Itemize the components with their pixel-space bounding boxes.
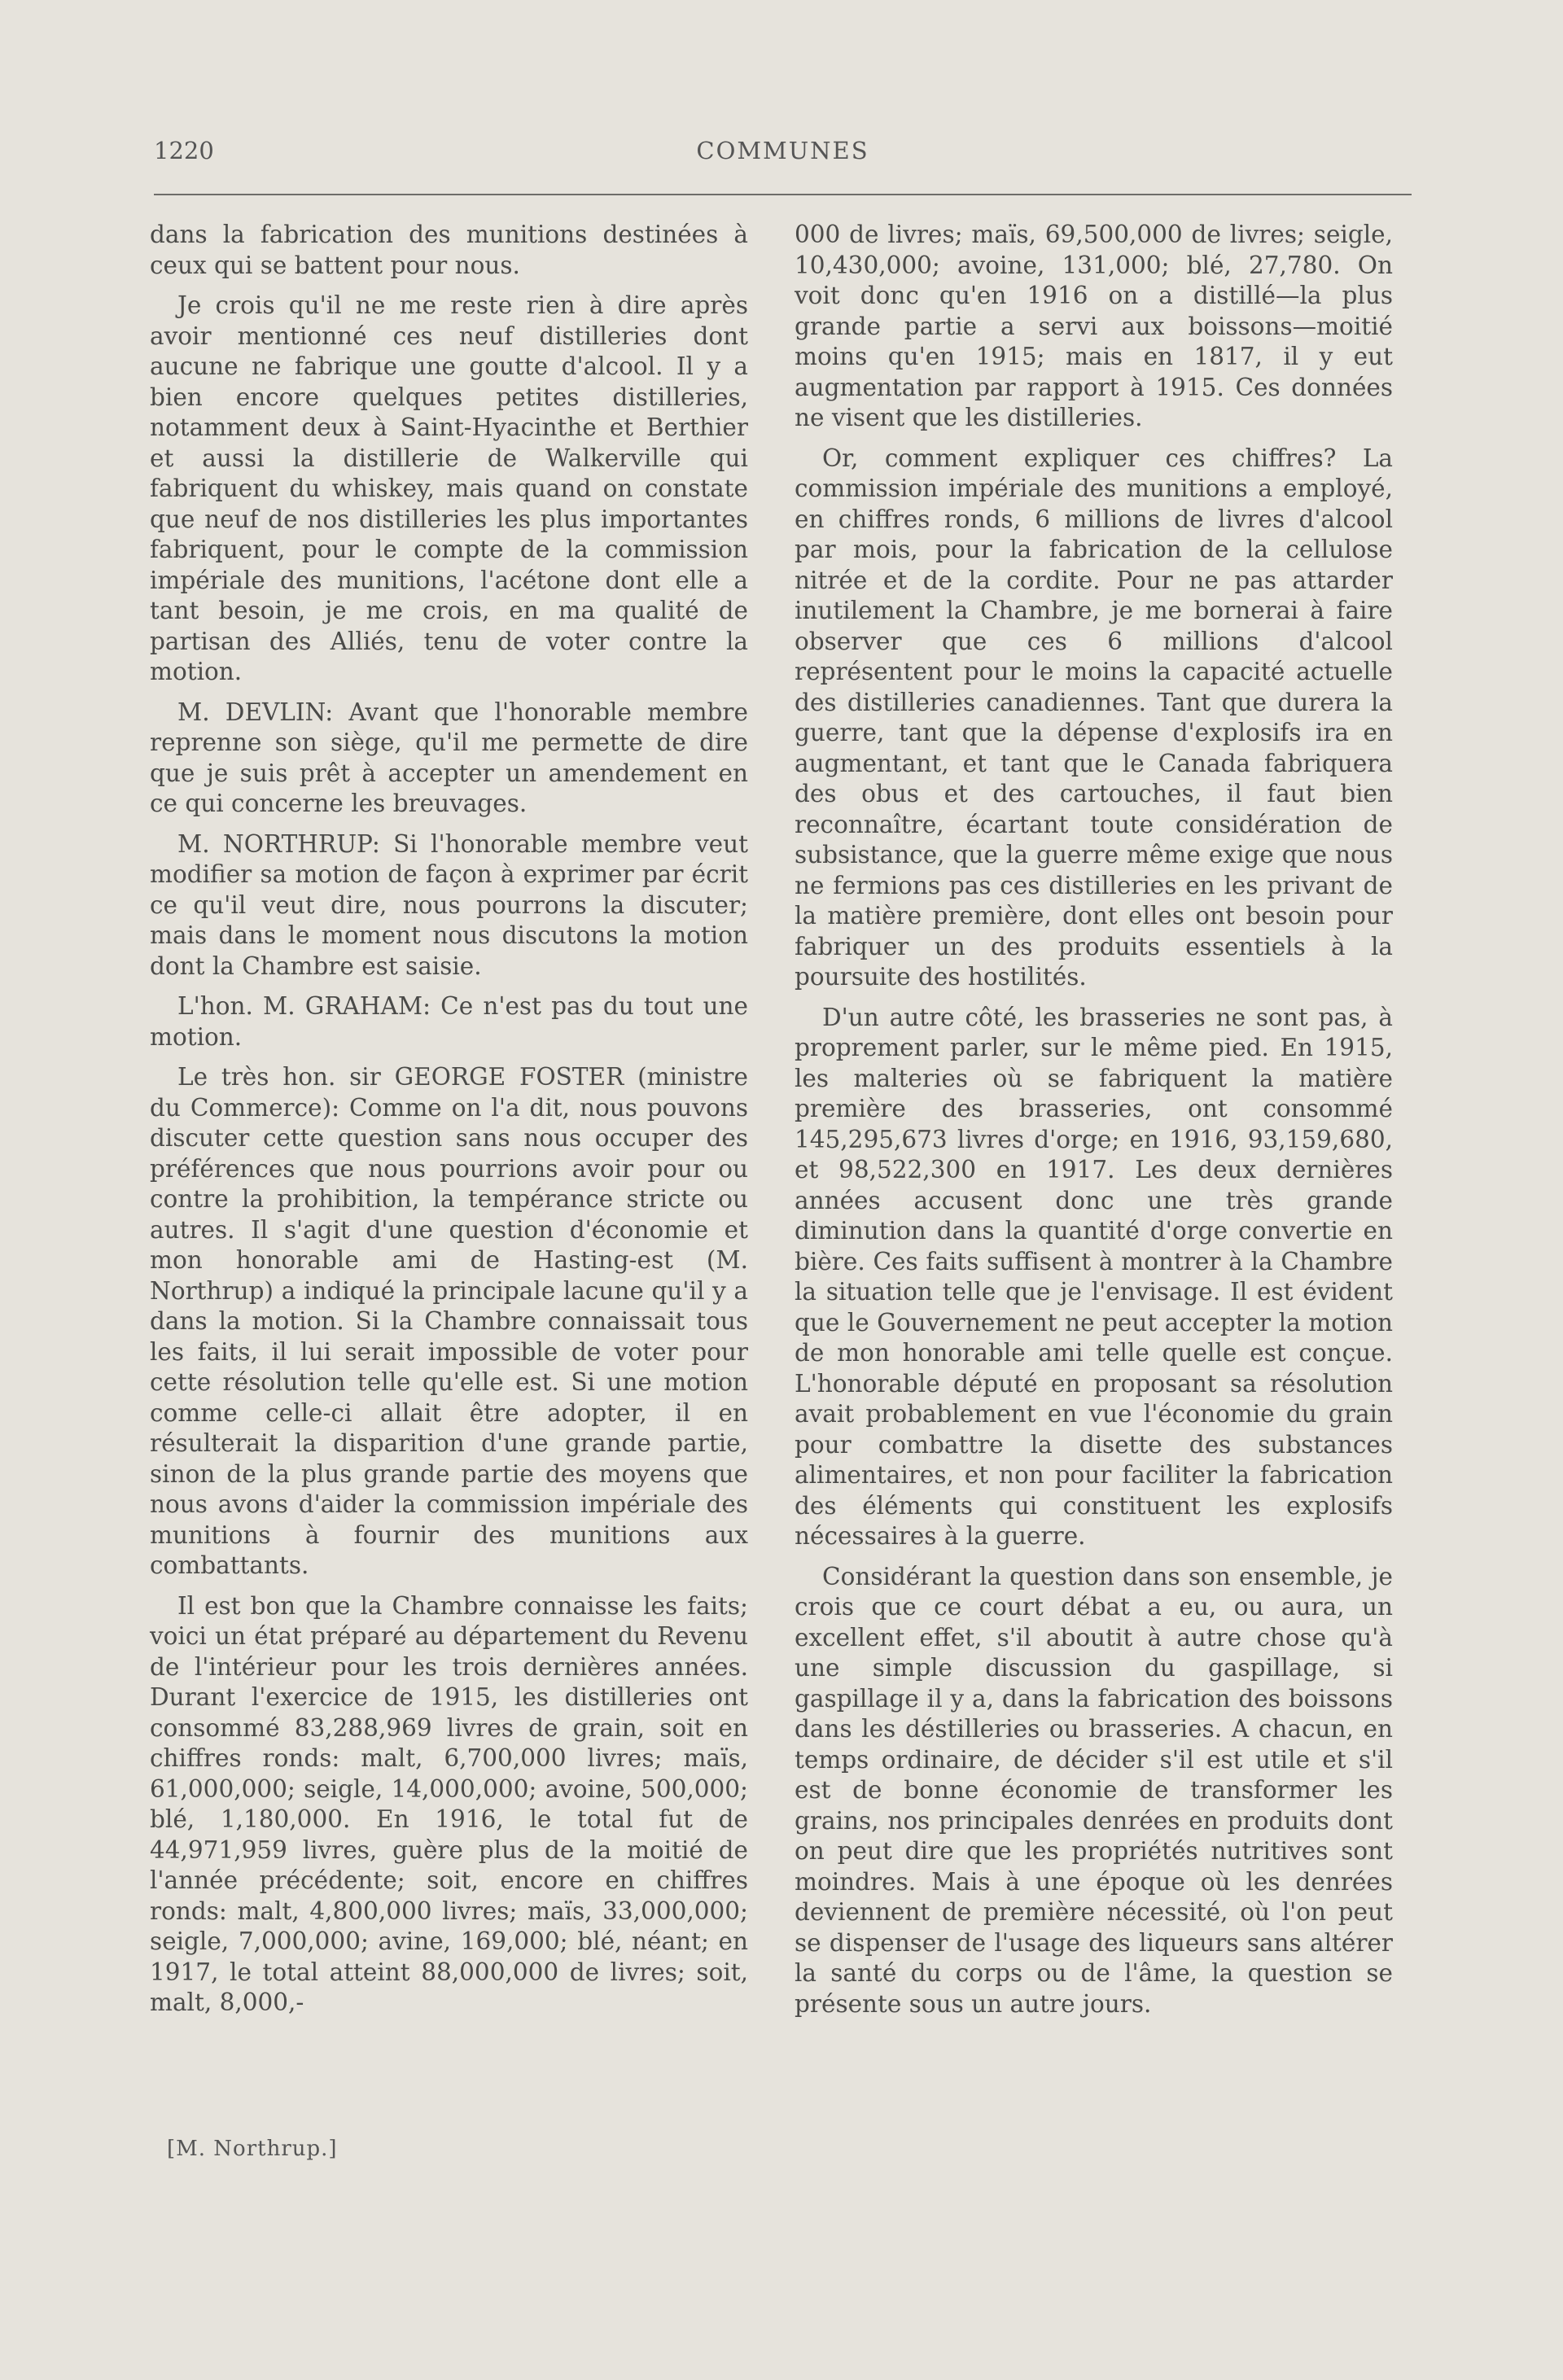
paragraph: M. DEVLIN: Avant que l'honorable membre reprenne son siège, qu'il me permette de dire que je suis prêt à accepter un amendement en ce qui concerne les breuvages. — [150, 698, 748, 817]
page-number: 1220 — [154, 137, 214, 164]
paragraph: M. NORTHRUP: Si l'honorable membre veut modifier sa motion de façon à exprimer par écrit ce qu'il veut dire, nous pourrons la discuter; mais dans le moment nous discutons la motion dont la Chambre est saisie. — [150, 829, 748, 980]
footer-speaker: [M. Northrup.] — [167, 2137, 338, 2161]
paragraph: dans la fabrication des munitions destinées à ceux qui se battent pour nous. — [150, 221, 748, 279]
paragraph: Le très hon. sir GEORGE FOSTER (ministre du Commerce): Comme on l'a dit, nous pouvons discuter cette question sans nous occuper des préférences que nous pourrions avoir pour ou contre la prohibition, la tempérance stricte ou autres. Il s'agit d'une question d'économie et mon honorable ami de Hasting-est (M. Northrup) a indiqué la principale lacune qu'il y a dans la motion. Si la Chambre connaissait tous les faits, il lui serait impossible de voter pour cette résolution telle qu'elle est. Si une motion comme celle-ci allait être adopter, il en résulterait la disparition d'une grande partie, sinon de la plus grande partie des moyens que nous avons d'aider la commission impériale des munitions à fournir des munitions aux combattants. — [150, 1063, 748, 1579]
left-column — [150, 220, 748, 2028]
paragraph: Il est bon que la Chambre connaisse les faits; voici un état préparé au département du Revenu de l'intérieur pour les trois dernières années. Durant l'exercice de 1915, les distilleries ont consommé 83,288,969 livres de grain, soit en chiffres ronds: malt, 6,700,000 livres; maïs, 61,000,000; seigle, 14,000,000; avoine, 500,000; blé, 1,180,000. En 1916, le total fut de 44,971,959 livres, guère plus de la moitié de l'année précédente; soit, encore en chiffres ronds: malt, 4,800,000 livres; maïs, 33,000,000; seigle, 7,000,000; avine, 169,000; blé, néant; en 1917, le total atteint 88,000,000 de livres; soit, malt, 8,000,- — [150, 1591, 748, 2016]
running-head: COMMUNES — [696, 137, 869, 164]
page-header — [154, 137, 1412, 177]
paragraph: 000 de livres; maïs, 69,500,000 de livres; seigle, 10,430,000; avoine, 131,000; blé, 27,780. On voit donc qu'en 1916 on a distillé—la plus grande partie a servi aux boissons—moitié moins qu'en 1915; mais en 1817, il y eut augmentation par rapport à 1915. Ces données ne visent que les distilleries. — [795, 221, 1393, 431]
header-rule — [154, 194, 1412, 195]
paragraph: D'un autre côté, les brasseries ne sont pas, à proprement parler, sur le même pied. En 1915, les malteries où se fabriquent la matière première des brasseries, ont consommé 145,295,673 livres d'orge; en 1916, 93,159,680, et 98,522,300 en 1917. Les deux dernières années accusent donc une très grande diminution dans la quantité d'orge convertie en bière. Ces faits suffisent à montrer à la Chambre la situation telle que je l'envisage. Il est évident que le Gouvernement ne peut accepter la motion de mon honorable ami telle quelle est conçue. L'honorable député en proposant sa résolution avait probablement en vue l'économie du grain pour combattre la disette des substances alimentaires, et non pour faciliter la fabrication des éléments qui constituent les explosifs nécessaires à la guerre. — [795, 1003, 1393, 1550]
paragraph: Je crois qu'il ne me reste rien à dire après avoir mentionné ces neuf distilleries dont aucune ne fabrique une goutte d'alcool. Il y a bien encore quelques petites distilleries, notamment deux à Saint-Hyacinthe et Berthier et aussi la distillerie de Walkerville qui fabriquent du whiskey, mais quand on constate que neuf de nos distilleries les plus importantes fabriquent, pour le compte de la commission impériale des munitions, l'acétone dont elle a tant besoin, je me crois, en ma qualité de partisan des Alliés, tenu de voter contre la motion. — [150, 291, 748, 685]
paragraph: Considérant la question dans son ensemble, je crois que ce court débat a eu, ou aura, un excellent effet, s'il aboutit à autre chose qu'à une simple discussion du gaspillage, si gaspillage il y a, dans la fabrication des boissons dans les déstilleries ou brasseries. A chacun, en temps ordinaire, de décider s'il est utile et s'il est de bonne économie de transformer les grains, nos principales denrées en produits dont on peut dire que les propriétés nutritives sont moindres. Mais à une époque où les denrées deviennent de première nécessité, où l'on peut se dispenser de l'usage des liqueurs sans altérer la santé du corps ou de l'âme, la question se présente sous un autre jours. — [795, 1562, 1393, 2018]
paragraph: L'hon. M. GRAHAM: Ce n'est pas du tout une motion. — [150, 992, 748, 1051]
right-column — [795, 220, 1393, 2029]
paragraph: Or, comment expliquer ces chiffres? La commission impériale des munitions a employé, en chiffres ronds, 6 millions de livres d'alcool par mois, pour la fabrication de la cellulose nitrée et de la cordite. Pour ne pas attarder inutilement la Chambre, je me bornerai à faire observer que ces 6 millions d'alcool représentent pour le moins la capacité actuelle des distilleries canadiennes. Tant que durera la guerre, tant que la dépense d'explosifs ira en augmentant, et tant que le Canada fabriquera des obus et des cartouches, il faut bien reconnaître, écartant toute considération de subsistance, que la guerre même exige que nous ne fermions pas ces distilleries en les privant de la matière première, dont elles ont besoin pour fabriquer un des produits essentiels à la poursuite des hostilités. — [795, 444, 1393, 991]
